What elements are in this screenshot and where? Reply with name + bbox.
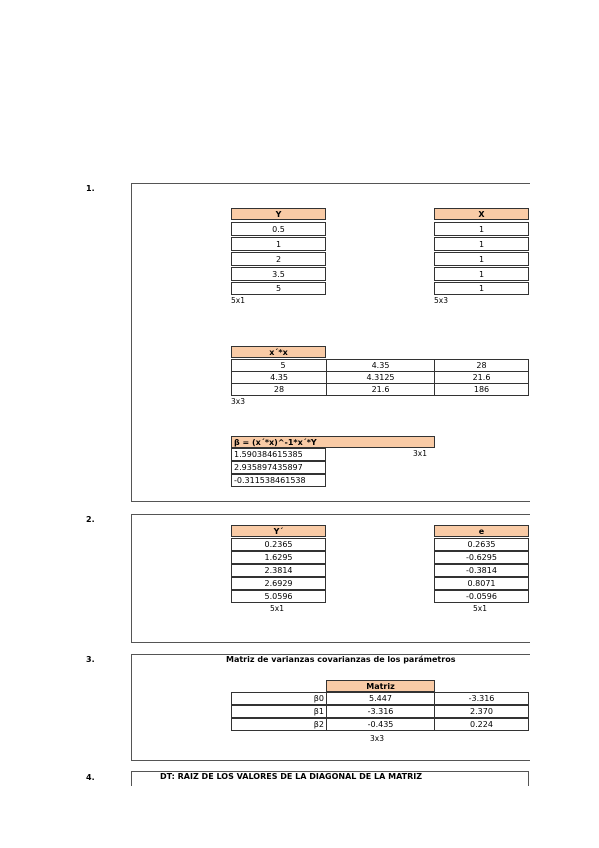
x-cell: 1 <box>434 237 529 251</box>
y-header: Y <box>231 208 326 220</box>
e-cell: -0.3814 <box>434 564 529 577</box>
yhat-cell: 5.0596 <box>231 590 326 603</box>
matrix-cell: -3.316 <box>326 705 435 718</box>
y-dimension: 5x1 <box>231 296 245 305</box>
xtx-cell: 21.6 <box>434 371 529 384</box>
section-4-number: 4. <box>86 773 95 782</box>
matrix-cell: 0.224 <box>434 718 529 731</box>
matrix-cell: -0.435 <box>326 718 435 731</box>
x-cell: 1 <box>434 267 529 281</box>
e-header: e <box>434 525 529 537</box>
matrix-cell: 2.370 <box>434 705 529 718</box>
beta-header: β = (x´*x)^-1*x´*Y <box>231 436 435 448</box>
beta-cell: -0.311538461538 <box>231 474 326 487</box>
section-4-title: DT: RAIZ DE LOS VALORES DE LA DIAGONAL DE LA MATRIZ <box>160 772 423 781</box>
x-header: X <box>434 208 529 220</box>
yhat-cell: 2.3814 <box>231 564 326 577</box>
xtx-cell: 5 <box>231 359 335 372</box>
section-1-number: 1. <box>86 184 95 193</box>
matrix-row-label: β1 <box>231 705 327 718</box>
xtx-dimension: 3x3 <box>231 397 245 406</box>
y-cell: 1 <box>231 237 326 251</box>
beta-dimension: 3x1 <box>413 449 427 458</box>
x-cell: 1 <box>434 282 529 295</box>
e-dimension: 5x1 <box>473 604 487 613</box>
xtx-cell: 4.35 <box>326 359 435 372</box>
yhat-cell: 2.6929 <box>231 577 326 590</box>
x-dimension: 5x3 <box>434 296 448 305</box>
xtx-header: x´*x <box>231 346 326 358</box>
matrix-row-label: β0 <box>231 692 327 705</box>
yhat-cell: 0.2365 <box>231 538 326 551</box>
xtx-cell: 4.3125 <box>326 371 435 384</box>
x-cell: 1 <box>434 252 529 266</box>
yhat-header: Y´ <box>231 525 326 537</box>
beta-cell: 2.935897435897 <box>231 461 326 474</box>
xtx-cell: 21.6 <box>326 383 435 396</box>
e-cell: 0.2635 <box>434 538 529 551</box>
section-3-number: 3. <box>86 655 95 664</box>
e-cell: 0.8071 <box>434 577 529 590</box>
matrix-row-label: β2 <box>231 718 327 731</box>
y-cell: 3.5 <box>231 267 326 281</box>
beta-cell: 1.590384615385 <box>231 448 326 461</box>
matrix-cell: 5.447 <box>326 692 435 705</box>
section-3-title: Matriz de varianzas covarianzas de los parámetros <box>226 655 456 664</box>
x-cell: 1 <box>434 222 529 236</box>
y-cell: 0.5 <box>231 222 326 236</box>
matrix-header: Matriz <box>326 680 435 692</box>
yhat-cell: 1.6295 <box>231 551 326 564</box>
yhat-dimension: 5x1 <box>270 604 284 613</box>
xtx-cell: 186 <box>434 383 529 396</box>
xtx-cell: 4.35 <box>231 371 327 384</box>
xtx-cell: 28 <box>231 383 327 396</box>
y-cell: 2 <box>231 252 326 266</box>
xtx-cell: 28 <box>434 359 529 372</box>
e-cell: -0.6295 <box>434 551 529 564</box>
section-2-number: 2. <box>86 515 95 524</box>
matrix-dimension: 3x3 <box>370 734 384 743</box>
matrix-cell: -3.316 <box>434 692 529 705</box>
e-cell: -0.0596 <box>434 590 529 603</box>
y-cell: 5 <box>231 282 326 295</box>
